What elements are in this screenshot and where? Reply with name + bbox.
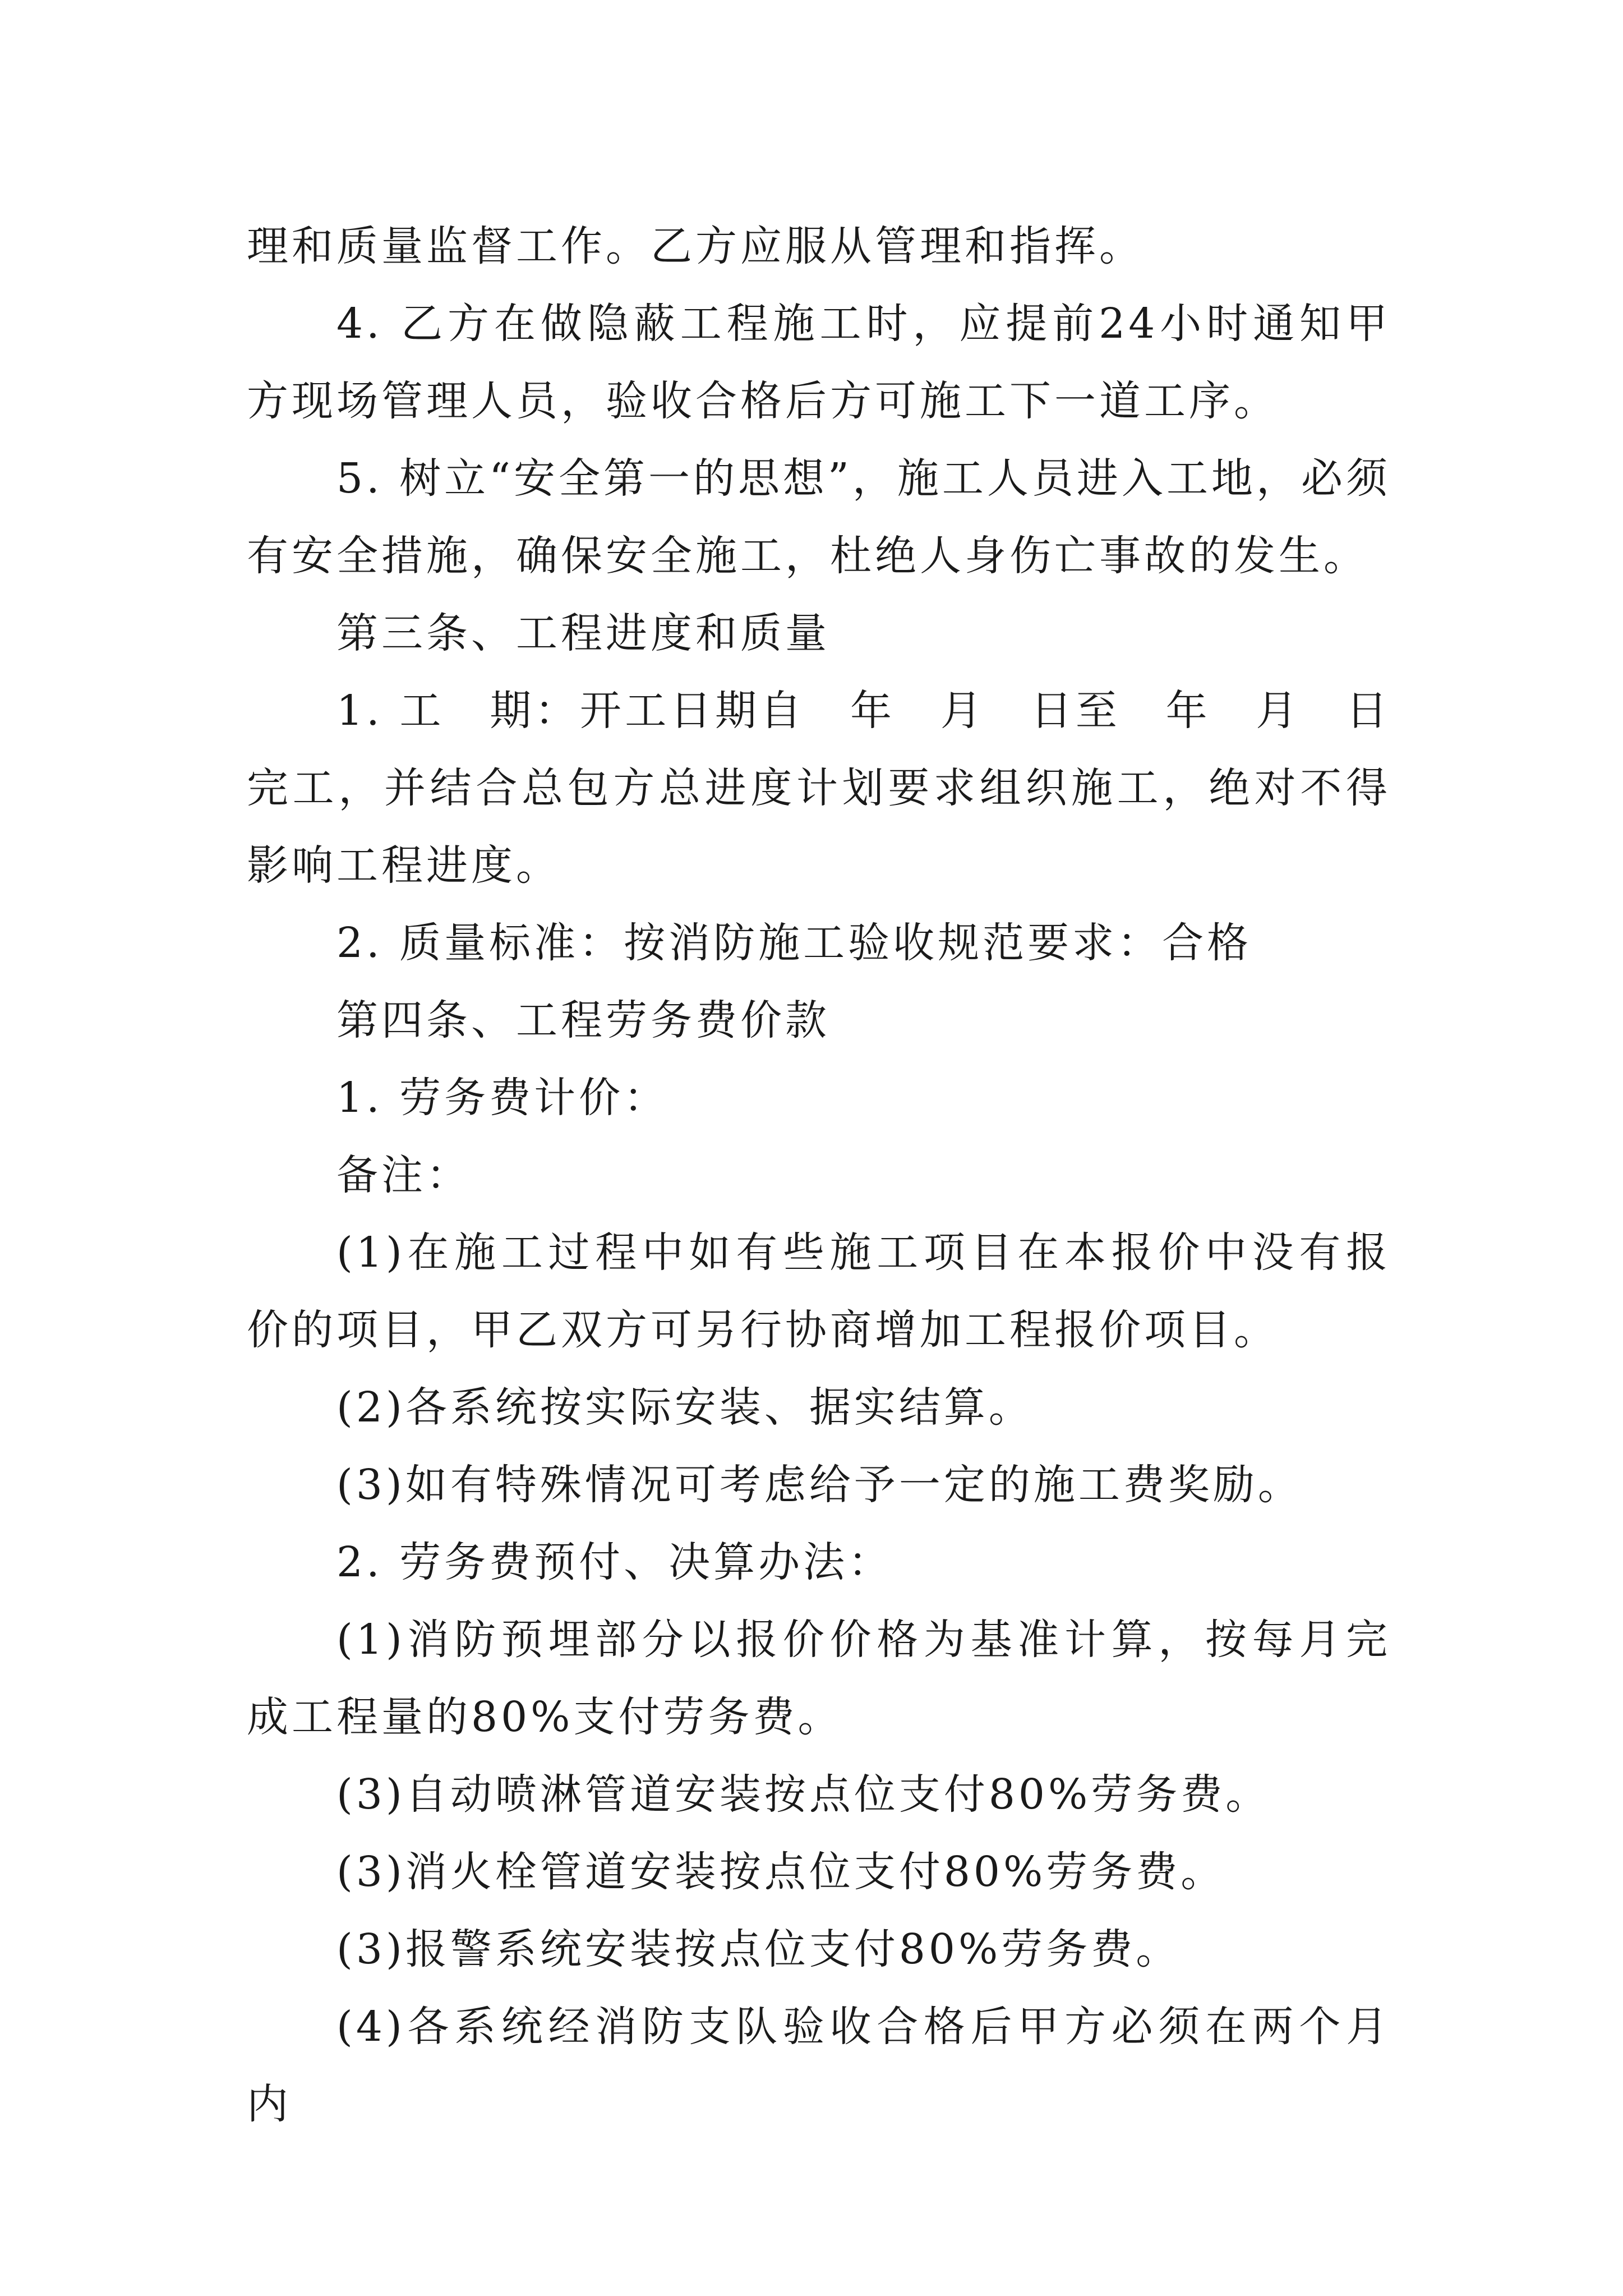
paragraph-18: (4)各系统经消防支队验收合格后甲方必须在两个月内 <box>247 2003 1391 2128</box>
paragraph-17: (3)报警系统安装按点位支付80%劳务费。 <box>336 1925 1181 1973</box>
paragraph-10: (1)在施工过程中如有些施工项目在本报价中没有报价的项目，甲乙双方可另行协商增加工程报价项目。 <box>247 1228 1391 1354</box>
paragraph-12: (3)如有特殊情况可考虑给予一定的施工费奖励。 <box>336 1461 1303 1509</box>
paragraph-2: 4. 乙方在做隐蔽工程施工时，应提前24小时通知甲方现场管理人员，验收合格后方可施工下一道工序。 <box>247 300 1391 425</box>
section-heading-3: 第三条、工程进度和质量 <box>336 609 830 657</box>
paragraph-1: 理和质量监督工作。乙方应服从管理和指挥。 <box>247 222 1144 270</box>
paragraph-6: 2. 质量标准：按消防施工验收规范要求：合格 <box>336 919 1252 967</box>
paragraph-14: (1)消防预埋部分以报价价格为基准计算，按每月完成工程量的80%支付劳务费。 <box>247 1616 1391 1741</box>
paragraph-9: 备注： <box>336 1151 471 1199</box>
paragraph-16: (3)消火栓管道安装按点位支付80%劳务费。 <box>336 1848 1226 1896</box>
paragraph-8: 1. 劳务费计价： <box>336 1074 669 1122</box>
paragraph-11: (2)各系统按实际安装、据实结算。 <box>336 1383 1034 1432</box>
section-heading-4: 第四条、工程劳务费价款 <box>336 996 830 1045</box>
paragraph-5: 1. 工 期：开工日期自 年 月 日至 年 月 日完工，并结合总包方总进度计划要求组织施工，绝对不得影响工程进度。 <box>247 687 1391 890</box>
paragraph-13: 2. 劳务费预付、决算办法： <box>336 1538 893 1586</box>
paragraph-15: (3)自动喷淋管道安装按点位支付80%劳务费。 <box>336 1770 1271 1819</box>
paragraph-3: 5. 树立“安全第一的思想”，施工人员进入工地，必须有安全措施，确保安全施工，杜绝人身伤亡事故的发生。 <box>247 454 1391 580</box>
document-body <box>247 208 1391 2143</box>
